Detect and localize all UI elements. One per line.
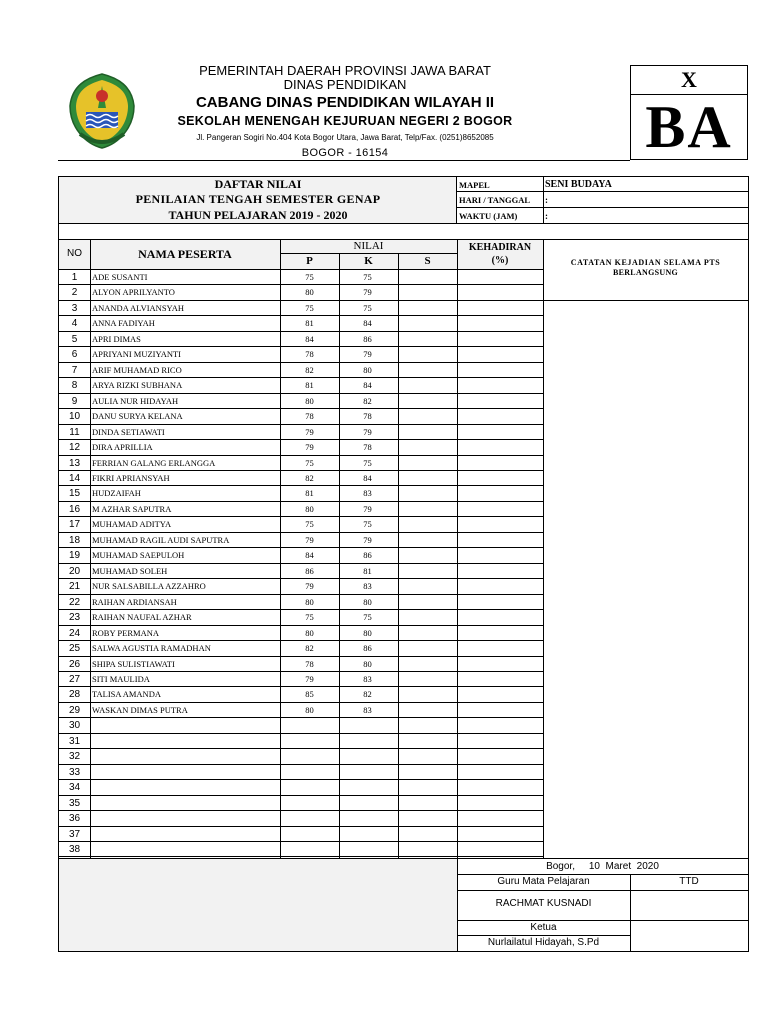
- score-p: 78: [305, 658, 314, 669]
- score-k: 79: [363, 503, 372, 514]
- score-p: 79: [305, 581, 314, 592]
- h-rule: [58, 656, 543, 657]
- row-number: 36: [68, 813, 81, 825]
- row-number: 32: [68, 751, 81, 763]
- h-rule: [58, 239, 749, 240]
- h-rule: [457, 920, 749, 921]
- score-p: 75: [305, 457, 314, 468]
- row-number: 8: [71, 380, 78, 392]
- h-rule: [58, 547, 543, 548]
- v-rule: [58, 176, 59, 952]
- h-rule: [58, 331, 543, 332]
- row-number: 33: [68, 766, 81, 778]
- col-catatan-line2: BERLANGSUNG: [612, 268, 679, 277]
- score-k: 83: [363, 673, 372, 684]
- col-p: P: [306, 255, 313, 267]
- v-rule: [543, 239, 544, 859]
- v-rule: [456, 176, 457, 224]
- class-code: X: [631, 66, 747, 95]
- score-p: 79: [305, 426, 314, 437]
- h-rule: [58, 516, 543, 517]
- row-number: 35: [68, 797, 81, 809]
- h-rule: [58, 377, 543, 378]
- score-k: 80: [363, 596, 372, 607]
- row-number: 7: [71, 364, 78, 376]
- row-number: 18: [68, 534, 81, 546]
- row-number: 23: [68, 612, 81, 624]
- score-k: 79: [363, 287, 372, 298]
- h-rule: [58, 686, 543, 687]
- col-nama: NAMA PESERTA: [138, 247, 232, 261]
- row-number: 24: [68, 627, 81, 639]
- score-p: 82: [305, 643, 314, 654]
- row-number: 10: [68, 411, 81, 423]
- row-number: 13: [68, 457, 81, 469]
- h-rule: [58, 424, 543, 425]
- score-k: 78: [363, 442, 372, 453]
- mapel-label: MAPEL: [459, 180, 490, 190]
- h-rule: [58, 748, 543, 749]
- branch-line: CABANG DINAS PENDIDIKAN WILAYAH II: [195, 94, 495, 111]
- score-k: 75: [363, 302, 372, 313]
- h-rule: [58, 269, 543, 270]
- h-rule: [457, 890, 749, 891]
- h-rule: [543, 300, 748, 301]
- footer-left-bg: [59, 859, 457, 951]
- row-number: 38: [68, 844, 81, 856]
- score-k: 83: [363, 488, 372, 499]
- row-number: 20: [68, 565, 81, 577]
- row-number: 19: [68, 550, 81, 562]
- student-name: SITI MAULIDA: [92, 673, 150, 684]
- h-rule: [58, 176, 749, 177]
- h-rule: [456, 207, 749, 208]
- v-rule: [748, 176, 749, 952]
- student-name: ARYA RIZKI SUBHANA: [92, 380, 183, 391]
- sign-city-date: Bogor, 10 Maret 2020: [546, 861, 659, 872]
- student-name: ANNA FADIYAH: [92, 318, 155, 329]
- student-name: WASKAN DIMAS PUTRA: [92, 704, 188, 715]
- score-k: 79: [363, 426, 372, 437]
- h-rule: [58, 223, 749, 224]
- score-p: 80: [305, 627, 314, 638]
- score-k: 83: [363, 581, 372, 592]
- score-p: 86: [305, 565, 314, 576]
- student-name: M AZHAR SAPUTRA: [92, 503, 172, 514]
- score-p: 78: [305, 349, 314, 360]
- row-number: 16: [68, 503, 81, 515]
- student-name: MUHAMAD SOLEH: [92, 565, 168, 576]
- department-line: DINAS PENDIDIKAN: [283, 77, 407, 92]
- score-p: 80: [305, 596, 314, 607]
- v-rule: [339, 253, 340, 858]
- row-number: 22: [68, 596, 81, 608]
- h-rule: [58, 594, 543, 595]
- h-rule: [58, 485, 543, 486]
- row-number: 1: [71, 272, 78, 283]
- ttd-label: TTD: [679, 876, 699, 887]
- row-number: 11: [69, 426, 80, 438]
- col-nilai: NILAI: [353, 240, 384, 252]
- row-number: 17: [68, 519, 81, 531]
- h-rule: [58, 455, 543, 456]
- col-k: K: [364, 255, 373, 267]
- v-rule: [630, 874, 631, 952]
- row-number: 37: [68, 828, 81, 840]
- student-name: APRIYANI MUZIYANTI: [92, 349, 182, 360]
- score-k: 75: [363, 272, 372, 282]
- teacher-name: RACHMAT KUSNADI: [495, 898, 592, 909]
- score-k: 82: [363, 395, 372, 406]
- letterhead-divider: [58, 160, 630, 161]
- score-p: 80: [305, 395, 314, 406]
- col-kehadiran: KEHADIRAN: [468, 242, 532, 253]
- score-p: 85: [305, 689, 314, 700]
- h-rule: [58, 563, 543, 564]
- h-rule: [58, 532, 543, 533]
- h-rule: [58, 702, 543, 703]
- score-k: 84: [363, 472, 372, 483]
- score-k: 86: [363, 643, 372, 654]
- student-name: FERRIAN GALANG ERLANGGA: [92, 457, 216, 468]
- row-number: 5: [71, 333, 78, 345]
- col-s: S: [424, 255, 431, 267]
- score-p: 80: [305, 704, 314, 715]
- h-rule: [58, 315, 543, 316]
- student-name: DANU SURYA KELANA: [92, 411, 183, 422]
- col-no: NO: [67, 248, 82, 259]
- score-k: 75: [363, 519, 372, 530]
- program-code: BA: [645, 94, 733, 160]
- score-p: 79: [305, 673, 314, 684]
- score-k: 79: [363, 349, 372, 360]
- row-number: 29: [68, 704, 81, 716]
- score-p: 79: [305, 534, 314, 545]
- row-number: 12: [68, 442, 81, 454]
- score-p: 84: [305, 333, 314, 344]
- student-name: ARIF MUHAMAD RICO: [92, 364, 182, 375]
- row-number: 31: [68, 735, 81, 747]
- score-p: 84: [305, 550, 314, 561]
- row-number: 27: [68, 673, 81, 685]
- student-name: MUHAMAD ADITYA: [92, 519, 172, 530]
- score-k: 84: [363, 380, 372, 391]
- h-rule: [58, 470, 543, 471]
- h-rule: [456, 191, 749, 192]
- h-rule: [58, 609, 543, 610]
- score-p: 79: [305, 442, 314, 453]
- h-rule: [58, 393, 543, 394]
- student-name: TALISA AMANDA: [92, 689, 161, 700]
- row-number: 4: [71, 318, 78, 330]
- h-rule: [58, 671, 543, 672]
- h-rule: [58, 795, 543, 796]
- col-kehadiran-unit: (%): [491, 255, 509, 266]
- score-k: 78: [363, 411, 372, 422]
- school-letterhead: [160, 64, 530, 160]
- hari-value: :: [545, 195, 548, 205]
- score-p: 82: [305, 364, 314, 375]
- score-p: 81: [305, 488, 314, 499]
- row-number: 25: [68, 643, 81, 655]
- h-rule: [58, 826, 543, 827]
- h-rule: [58, 733, 543, 734]
- student-name: SHIPA SULISTIAWATI: [92, 658, 175, 669]
- student-name: APRI DIMAS: [92, 333, 141, 344]
- score-k: 83: [363, 704, 372, 715]
- col-catatan-line1: CATATAN KEJADIAN SELAMA PTS: [570, 258, 721, 267]
- v-rule: [543, 176, 544, 224]
- student-name: DINDA SETIAWATI: [92, 426, 165, 437]
- student-name: ADE SUSANTI: [92, 272, 148, 282]
- student-name: FIKRI APRIANSYAH: [92, 472, 170, 483]
- doc-title: DAFTAR NILAI: [214, 177, 302, 191]
- student-name: ALYON APRILYANTO: [92, 287, 175, 298]
- score-k: 80: [363, 364, 372, 375]
- head-label: Ketua: [530, 922, 557, 933]
- h-rule: [58, 640, 543, 641]
- h-rule: [58, 717, 543, 718]
- student-name: RAIHAN NAUFAL AZHAR: [92, 612, 192, 623]
- row-number: 28: [68, 689, 81, 701]
- student-name: NUR SALSABILLA AZZAHRO: [92, 581, 206, 592]
- school-address: Jl. Pangeran Sogiri No.404 Kota Bogor Utara, Jawa Barat, Telp/Fax. (0251)8652085: [196, 133, 494, 142]
- score-k: 84: [363, 318, 372, 329]
- student-name: HUDZAIFAH: [92, 488, 141, 499]
- student-name: ROBY PERMANA: [92, 627, 159, 638]
- h-rule: [58, 841, 543, 842]
- hari-label: HARI / TANGGAL: [459, 195, 531, 205]
- score-p: 75: [305, 302, 314, 313]
- row-number: 26: [68, 658, 81, 670]
- mapel-value: SENI BUDAYA: [545, 179, 612, 190]
- student-name: ANANDA ALVIANSYAH: [92, 302, 185, 313]
- score-p: 80: [305, 503, 314, 514]
- score-p: 75: [305, 612, 314, 623]
- score-k: 80: [363, 658, 372, 669]
- score-k: 82: [363, 689, 372, 700]
- h-rule: [58, 858, 749, 859]
- row-number: 6: [71, 349, 78, 361]
- student-name: MUHAMAD SAEPULOH: [92, 550, 185, 561]
- student-name: MUHAMAD RAGIL AUDI SAPUTRA: [92, 534, 230, 545]
- row-number: 21: [68, 581, 81, 593]
- score-k: 75: [363, 457, 372, 468]
- head-name: Nurlailatul Hidayah, S.Pd: [487, 937, 600, 948]
- doc-subtitle: PENILAIAN TENGAH SEMESTER GENAP: [135, 192, 381, 206]
- v-rule: [398, 253, 399, 858]
- score-k: 86: [363, 333, 372, 344]
- score-k: 75: [363, 612, 372, 623]
- row-number: 30: [68, 720, 81, 732]
- score-p: 78: [305, 411, 314, 422]
- h-rule: [58, 810, 543, 811]
- score-p: 75: [305, 519, 314, 530]
- student-name: DIRA APRILLIA: [92, 442, 153, 453]
- score-p: 82: [305, 472, 314, 483]
- h-rule: [58, 300, 543, 301]
- score-p: 81: [305, 318, 314, 329]
- waktu-label: WAKTU (JAM): [459, 211, 518, 221]
- row-number: 3: [71, 302, 78, 314]
- student-name: AULIA NUR HIDAYAH: [92, 395, 179, 406]
- row-number: 15: [68, 488, 81, 500]
- academic-year: TAHUN PELAJARAN 2019 - 2020: [168, 208, 348, 222]
- h-rule: [58, 625, 543, 626]
- h-rule: [58, 779, 543, 780]
- row-number: 2: [71, 287, 78, 299]
- h-rule: [58, 951, 749, 952]
- city-postcode: BOGOR - 16154: [301, 147, 389, 159]
- class-code-box: [630, 65, 748, 160]
- score-p: 80: [305, 287, 314, 298]
- score-k: 86: [363, 550, 372, 561]
- score-p: 81: [305, 380, 314, 391]
- waktu-value: :: [545, 211, 548, 221]
- teacher-label: Guru Mata Pelajaran: [497, 876, 590, 887]
- h-rule: [58, 764, 543, 765]
- h-rule: [58, 439, 543, 440]
- h-rule: [58, 408, 543, 409]
- score-p: 75: [305, 272, 314, 282]
- h-rule: [457, 874, 749, 875]
- score-k: 80: [363, 627, 372, 638]
- score-k: 79: [363, 534, 372, 545]
- student-name: RAIHAN ARDIANSAH: [92, 596, 177, 607]
- h-rule: [58, 284, 543, 285]
- h-rule: [58, 578, 543, 579]
- row-number: 34: [68, 782, 81, 794]
- h-rule: [280, 253, 457, 254]
- west-java-emblem-icon: [66, 72, 138, 150]
- student-name: SALWA AGUSTIA RAMADHAN: [92, 643, 211, 654]
- h-rule: [58, 346, 543, 347]
- h-rule: [58, 856, 543, 857]
- score-k: 81: [363, 565, 372, 576]
- h-rule: [58, 501, 543, 502]
- school-name: SEKOLAH MENENGAH KEJURUAN NEGERI 2 BOGOR: [177, 114, 513, 128]
- government-line: PEMERINTAH DAERAH PROVINSI JAWA BARAT: [199, 63, 491, 78]
- h-rule: [457, 935, 630, 936]
- row-number: 14: [68, 472, 81, 484]
- h-rule: [58, 362, 543, 363]
- row-number: 9: [71, 395, 78, 407]
